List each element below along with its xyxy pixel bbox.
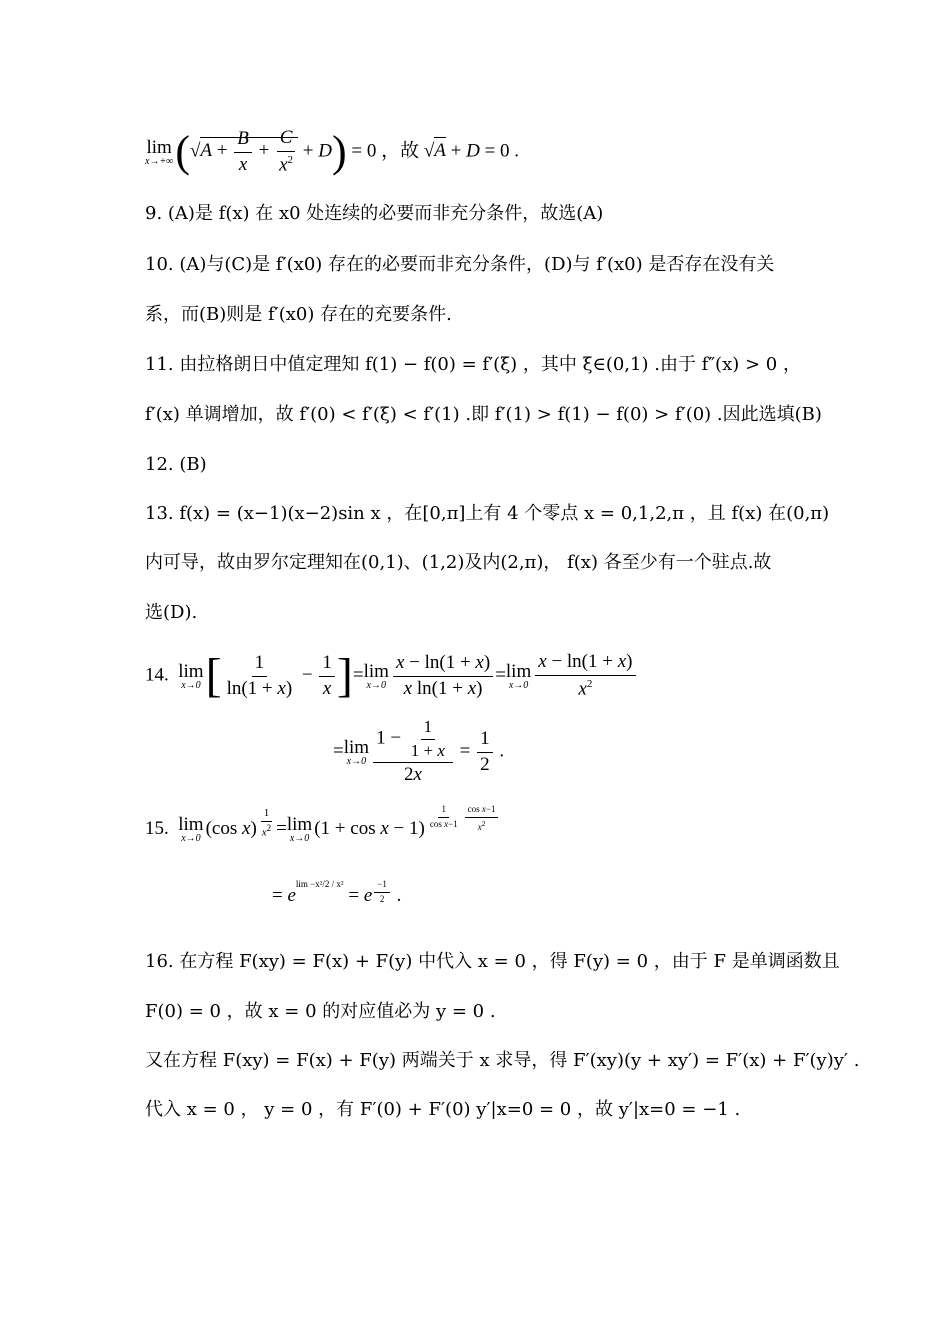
answer-10-line2: 系，而(B)则是 f′(x0) 存在的充要条件. (145, 304, 452, 325)
answer-9: 9. (A)是 f(x) 在 x0 处连续的必要而非充分条件，故选(A) (145, 203, 604, 224)
answer-15-line2: = $e^{lim -x^2/2 / x^2} = e$ $\frac{-1}{2}$ . (272, 879, 402, 906)
answer-11-line1: 11. 由拉格朗日中值定理知 f(1) − f(0) = f′(ξ) ，其中 ξ∈(0,1) .由于 f″(x) > 0 ， (145, 354, 801, 375)
answer-14-line1: 14. lim x→0 [ $\frac{1}{\ln(1 + x)}$ − $\frac{1}{x}$ ]= lim x→0 $\frac{x - \ln(1 + x)}{\text{x ln(1 + x)}}$ = lim x→0 $\frac{x - \ln(1 + x)}{x^2}$ (145, 652, 638, 700)
answer-15-line1: 15. lim x→0 (cos x) $\frac{1}{x^2}$ = lim x→0 (1 + cos x − 1) $\frac{1}{\text{cos x−1}}$ $\frac{\text{cos x−1}}{x^2}$ (145, 805, 500, 844)
answer-13-line1: 13. f(x) = (x−1)(x−2)sin x ，在[0,π]上有 4 个零点 x = 0,1,2,π ，且 f(x) 在(0,π) (145, 503, 830, 524)
answer-13-line2: 内可导，故由罗尔定理知在(0,1)、(1,2)及内(2,π)， f(x) 各至少有一个驻点.故 (145, 552, 772, 573)
answer-12: 12. (B) (145, 454, 207, 475)
answer-16-line4: 代入 x = 0 ， y = 0 ，有 F′(0) + F′(0) y′|x=0 = 0 ，故 y′|x=0 = −1 . (145, 1099, 741, 1120)
answer-16-line2: F(0) = 0 ，故 x = 0 的对应值必为 y = 0 . (145, 1001, 496, 1022)
answer-16-line3: 又在方程 F(xy) = F(x) + F(y) 两端关于 x 求导，得 F′(xy)(y + xy′) = F′(x) + F′(y)y′ . (145, 1050, 860, 1071)
answer-16-line1: 16. 在方程 F(xy) = F(x) + F(y) 中代入 x = 0 ，得 F(y) = 0 ，由于 F 是单调函数且 (145, 951, 840, 972)
answer-10-line1: 10. (A)与(C)是 f′(x0) 存在的必要而非充分条件，(D)与 f′(x0) 是否存在没有关 (145, 254, 775, 275)
intro-formula: lim x→+∞ (√A + $\frac{B}{x}$ + $\frac{C}{x^2}$ + D) = 0 ，故 √A + D = 0 . (145, 127, 520, 177)
answer-14-line2: = lim x→0 1 − $\frac{1}{1 + x}$ 2x = $\frac{1}{2}$ . (333, 717, 505, 786)
lim-operator: lim x→+∞ (145, 136, 174, 167)
answer-13-line3: 选(D). (145, 602, 198, 623)
answer-11-line2: f′(x) 单调增加，故 f′(0) < f′(ξ) < f′(1) .即 f′(1) > f(1) − f(0) > f′(0) .因此选填(B) (145, 404, 822, 425)
